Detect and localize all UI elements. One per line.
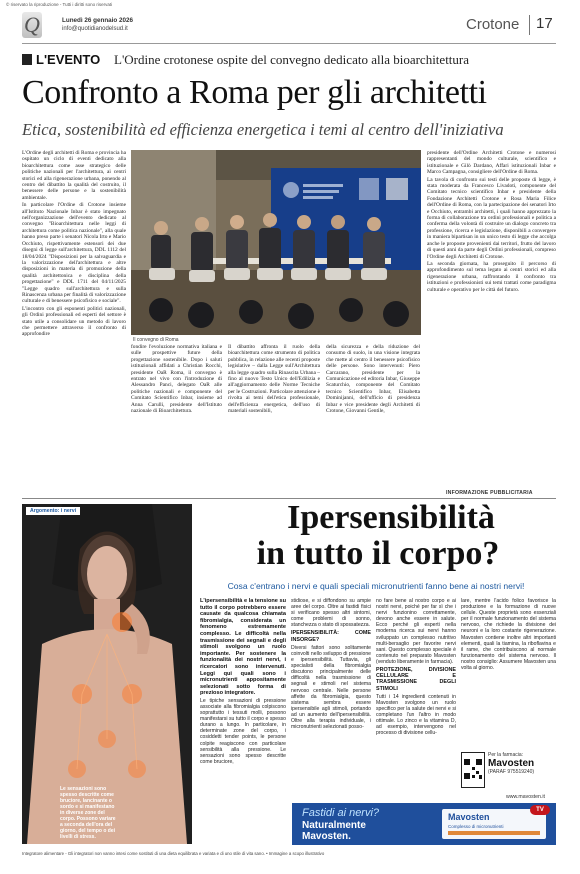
product-box-subtitle: Complesso di micronutrienti — [448, 824, 504, 829]
ad-subheading: IPERSENSIBILITÀ: COME INSORGE? — [291, 630, 371, 643]
paragraph: della sicurezza e della riduzione del consumo di suolo, in una visione integrata che mette al centro il benessere psicofisico delle persone. Sono intervenuti: Piero Carcarano, presidente per la Comunicazione ed editoria Inbar, Giuseppe Scaturchio, componente del Comitato tecnico Scientifico Inbar, Elisabetta Dominijanni, dell'ufficio di presidenza Inbar e vice presidente degli Architetti di Crotone, Giovanni Gentile, — [326, 344, 420, 415]
paragraph: lare, mentre l'acido folico favorisce la produzione e la formazione di nuove cellule. Queste proprietà sono essenziali per il normale funzionamento del sistema nervoso, che richiede la divisione dei neuroni e la loro costante rigenerazione. Mavosten contiene inoltre altri importanti elementi, quali la tiamina, la riboflavina e il rame, che contribuiscono al normale funzionamento del sistema nervoso. Il nostro consiglio: Assumere Mavosten una volta al giorno. — [461, 598, 556, 672]
banner-line-3: Mavosten. — [302, 831, 351, 842]
ad-subhead: Cosa c'entrano i nervi e quali speciali micronutrienti fanno bene ai nostri nervi! — [227, 581, 525, 591]
contact-email: info@quotidianodelsud.it — [62, 26, 128, 32]
kicker — [22, 52, 556, 69]
product-box-stripe — [448, 831, 540, 835]
masthead-rule — [22, 43, 556, 44]
ad-subheading: PROTEZIONE, DIVISIONE CELLULARE E TRASMISSIONE DEGLI STIMOLI — [376, 667, 456, 692]
section-name: Crotone — [466, 16, 520, 33]
article-column-2 — [131, 344, 222, 480]
ad-footer: Integratore alimentare - Gli integratori non vanno intesi come sostituti di una dieta equilibrata e variata e di uno stile di vita sano. • Immagine a scopo illustrativo — [22, 851, 325, 856]
paragraph: La tavola di confronto sui testi delle proposte di legge, è stata moderata da Francesco Livadoti, componente del Comitato tecnico scientifico Inbar e presidente della Fondazione Architetti Crotone e Rosa Maria Filice dell'Ordine di Roma, con la partecipazione dei senatori Irto e Occhiuto, entrambi architetti, i quali hanno apprezzato la forma di collaborazione tra ordini professionali e politica a conferma della volontà di costruire un dialogo concreto tra professione, ricerca e legislazione, disponibili a convergere in maniera bipartisan in un unico testo di legge che accolga anche le proposte provenienti dai territori, frutto del lavoro di questi anni da parte degli Ordini professionali, compreso l'Ordine degli Architetti di Crotone. — [427, 176, 556, 260]
paragraph: fondire l'evoluzione normativa italiana e sulle prospettive future della progettazione sostenibile. Dopo i saluti istituzionali affidati a Christian Rocchi, presidente OaR Roma, il convegno è entrato nel vivo con l'introduzione di Alessandro Panci, delegato OaR alle politiche nazionali e componente del Comitato Scientifico Inbar, insieme ad Anna Carulli, presidente dell'Istituto nazionale di Bioarchitettura. — [131, 344, 222, 415]
kicker-text: L'Ordine crotonese ospite del convegno dedicato alla bioarchitettura — [114, 52, 470, 67]
page-number: 17 — [536, 15, 553, 32]
paragraph: La seconda giornata, ha proseguito il percorso di approfondimento sul tema legato ai centri storici ed alla rigenerazione urbana, raffrontando il confronto tra istituzioni e professionisti sui temi trattati come paradigma culturale e operativo per le città del futuro. — [427, 260, 556, 293]
product-box — [442, 809, 546, 839]
qr-code-icon — [461, 752, 485, 788]
tv-badge: TV — [530, 805, 550, 815]
paragraph: Tutti i 14 ingredienti contenuti in Mavosten svolgono un ruolo specifico per la salute dei nervi e si completano l'un l'altro in modo ottimale. Lo zinco e la vitamina D, ad esempio, intervengono nel processo di divisione cellu- — [376, 693, 456, 737]
kicker-label: L'EVENTO — [36, 52, 101, 67]
ad-column-2 — [291, 598, 371, 798]
issue-date: Lunedì 26 gennaio 2026 — [62, 17, 134, 24]
paragraph: stidiose, e si diffondono su ampie aree del corpo. Oltre ai fastidi fisici si verificano spesso altri sintomi, come problemi di sonno, stanchezza o stato di spossatezza. — [291, 598, 371, 629]
newspaper-logo: Q — [22, 12, 42, 38]
ad-column-1 — [200, 598, 286, 842]
subhead: Etica, sostenibilità ed efficienza energetica i temi al centro dell'iniziativa — [22, 120, 504, 139]
ad-headline-1: Ipersensibilità — [287, 499, 495, 536]
paragraph: In particolare l'Ordine di Crotone insieme all'Istituto Nazionale Inbar è stato impegnato nell'organizzazione dell'evento dedicato al convegno "Bioarchitettura nelle leggi di architettura come politica nazionale", alla quale hanno preso parte i senatori Nicola Irto e Mario Occhiuto, rispettivamente estensori dei due disegni di legge sull'architettura, DDL 1112 del 18/04/2024 "Disposizioni per la salvaguardia e la valorizzazione dell'architettura e altre disposizioni in materia di promozione della qualità architettonica e disciplina della progettazione" e DDL 1711 del 04/11/2025 "Legge quadro sull'architettura e sulla Rinascenza urbana per finalità di valorizzazione culturale e di benessere psicofisico e sociale". — [22, 202, 126, 305]
brand-url: www.mavosten.it — [506, 794, 545, 800]
photo-caption: Il convegno di Roma — [133, 337, 179, 343]
ad-topic-badge: Argomento: i nervi — [26, 507, 80, 515]
ad-column-4 — [461, 598, 556, 748]
masthead — [22, 12, 556, 42]
paragraph: L'incontro con gli esponenti politici nazionali, gli Ordini professionali ed esperti del settore è stato utile a consolidare un metodo di lavoro che permettere attraverso il confronto di approfondire — [22, 305, 126, 338]
article-column-4 — [326, 344, 420, 480]
headline: Confronto a Roma per gli architetti — [22, 74, 487, 111]
paragraph: Diversi fattori sono solitamente coinvolti nello sviluppo di pressione e ipersensibilità. Tuttavia, gli specialisti della fibromialgia discutono principalmente delle difficoltà nella trasmissione di segnali e stimoli nel sistema nervoso centrale. Nelle persone affette da fibromialgia, questo sistema sembra essere ipersensibile agli stimoli, portando ad un aumento dell'ipersensibilità. Oltre alla terapia individuale, i micronutrienti selezionati posso- — [291, 644, 371, 731]
ad-column-3 — [376, 598, 456, 798]
ad-banner — [292, 803, 556, 845]
kicker-square — [22, 54, 32, 65]
paragraph: no fare bene al nostro corpo e ai nostri nervi, poiché per far sì che i nervi funzionino correttamente, devono anche essere in salute. Ecco perché gli esperti nella moderna ricerca sui nervi hanno sviluppato un complesso nutritivo multi-bersaglio per favorire nervi sani. Questo complesso speciale è contenuto nel preparato Mavosten (venduto liberamente in farmacia). — [376, 598, 456, 665]
conference-photo — [131, 150, 421, 335]
pharmacy-label: Per la farmacia: — [488, 752, 524, 758]
product-box-brand: Mavosten — [448, 812, 490, 822]
paraf-code: (PARAF 975519240) — [488, 769, 535, 775]
banner-line-1: Fastidi ai nervi? — [302, 807, 380, 819]
pharmacy-box — [488, 752, 556, 788]
paragraph: L'Ordine degli architetti di Roma e provincia ha ospitato un ciclo di eventi dedicato alla bioarchitettura come asse strategico delle politiche nazionali per l'architettura, ai centri storici ed alla rigenerazione urbana, ponendo al centro del dibattito la qualità del costruito, il benessere delle persone e la sostenibilità ambientale. — [22, 150, 126, 201]
article-right-column — [427, 150, 556, 480]
paragraph: Il dibattito affronta il ruolo della bioarchitettura come strumento di politica pubblica, in relazione alle recenti proposte legislative – dalla Legge sull'Architettura alla legge quadro sulla Rinascita Urbana – fino al nuovo Testo Unico dell'Edilizia e all'aggiornamento delle Norme Tecniche per le Costruzioni. Particolare attenzione è rivolta ai temi dell'etica professionale, dell'efficienza energetica, dell'uso di materiali sostenibili, — [228, 344, 320, 415]
paragraph: presidente dell'Ordine Architetti Crotone e numerosi rappresentanti del mondo culturale, scientifico e istituzionale e Gilò Dardano, Affari istituzionali Inbar e Marco Campagna, consigliere dell'Ordine di Roma. — [427, 150, 556, 176]
ad-headline-2: in tutto il corpo? — [256, 535, 500, 572]
ad-lead: L'ipersensibilità e la tensione su tutto il corpo potrebbero essere causate da qualcosa chiamata fibromialgia, considerata un fenomeno estremamente complesso. Le difficoltà nella trasmissione dei segnali e degli stimoli svolgono un ruolo importante. Per sostenere la funzionalità dei nostri nervi, i ricercatori sono intervenuti. Leggi qui quali sono i micronutrienti appositamente selezionati sotto forma di prezioso integratore. — [200, 598, 286, 697]
masthead-divider — [529, 15, 530, 35]
article-left-column — [22, 150, 126, 480]
conference-illustration — [131, 150, 421, 335]
ad-label: INFORMAZIONE PUBBLICITARIA — [446, 490, 533, 496]
brand-name: Mavosten — [488, 758, 535, 769]
ad-photo-caption: Le sensazioni sono spesso descritte come bruciore, lancinante o sordo e si manifestano in diverse zone del corpo. Possono variare a seconda dell'ora del giorno, del tempo o dei livelli di stress. — [60, 786, 116, 840]
copyright-note: © riservato la riproduzione - Tutti i diritti sono riservati — [6, 2, 113, 7]
paragraph: Le tipiche sensazioni di pressione associate alla fibromialgia colpiscono soprattutto i tessuti molli, possono manifestarsi su tutto il corpo e spesso durano a lungo. In particolare, in determinate zone del corpo, i cosiddetti tender points, le persone colpite reagiscono con particolare sensibilità alla pressione. Le sensazioni sono spesso descritte come bruciore, — [200, 697, 286, 765]
article-column-3 — [228, 344, 320, 480]
banner-line-2: Naturalmente — [302, 820, 366, 831]
